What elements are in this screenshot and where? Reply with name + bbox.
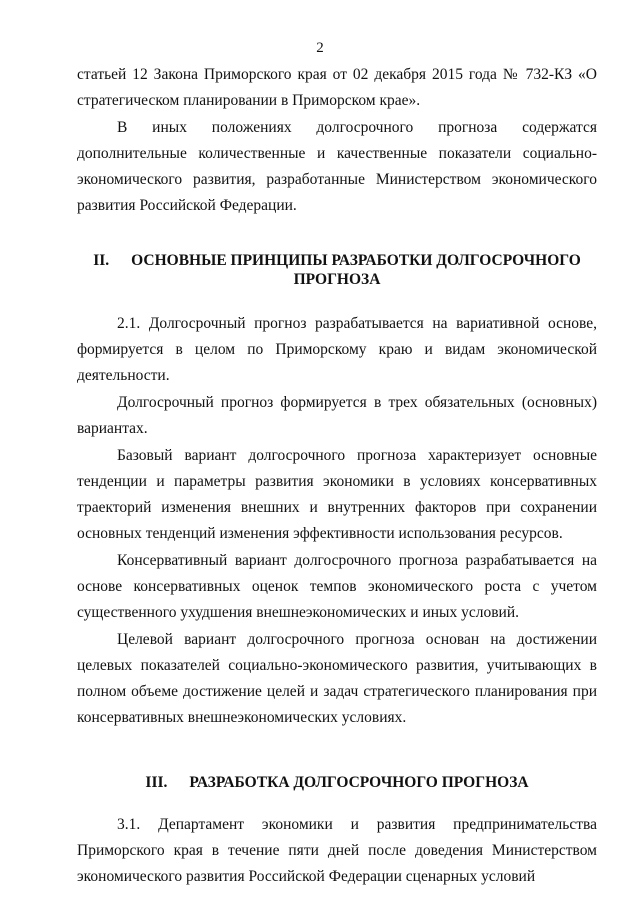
page-number: 2 — [316, 40, 324, 56]
paragraph: Консервативный вариант долгосрочного прогноза разрабатывается на основе консервативных оценок темпов экономического роста с учетом существенного ухудшения внешнеэкономических и иных условий. — [77, 552, 597, 621]
section-number: III. — [145, 774, 168, 791]
paragraph-continuation: статьей 12 Закона Приморского края от 02 декабря 2015 года № 732-КЗ «О стратегическом планировании в Приморском крае». — [77, 66, 597, 109]
document-body — [77, 62, 597, 890]
section-heading-3 — [77, 773, 597, 792]
paragraph: В иных положениях долгосрочного прогноза содержатся дополнительные количественные и качественные показатели социально-экономического развития, разработанные Министерством экономического развития Российской Федерации. — [77, 119, 597, 214]
paragraph: Долгосрочный прогноз формируется в трех обязательных (основных) вариантах. — [77, 394, 597, 437]
section-title: РАЗРАБОТКА ДОЛГОСРОЧНОГО ПРОГНОЗА — [189, 774, 529, 791]
paragraph: Базовый вариант долгосрочного прогноза характеризует основные тенденции и параметры развития экономики в условиях консервативных траекторий изменения внешних и внутренних факторов при сохранении основных тенденций изменения эффективности использования ресурсов. — [77, 447, 597, 542]
paragraph: Целевой вариант долгосрочного прогноза основан на достижении целевых показателей социально-экономического развития, учитывающих в полном объеме достижение целей и задач стратегического планирования при консервативных внешнеэкономических условиях. — [77, 631, 597, 726]
section-heading-2 — [77, 251, 597, 289]
paragraph: 3.1. Департамент экономики и развития предпринимательства Приморского края в течение пяти дней после доведения Министерством экономического развития Российской Федерации сценарных условий — [77, 816, 597, 885]
section-number: II. — [93, 252, 110, 269]
paragraph: 2.1. Долгосрочный прогноз разрабатывается на вариативной основе, формируется в целом по Приморскому краю и видам экономической деятельности. — [77, 315, 597, 384]
section-title: ОСНОВНЫЕ ПРИНЦИПЫ РАЗРАБОТКИ ДОЛГОСРОЧНОГО ПРОГНОЗА — [131, 252, 581, 288]
